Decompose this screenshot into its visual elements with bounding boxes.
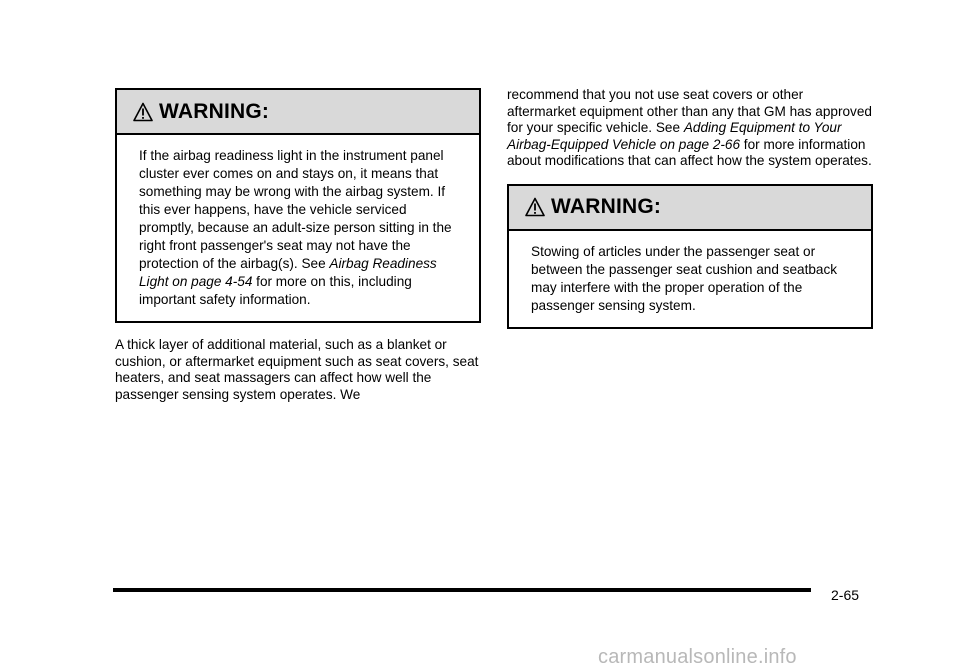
warning-body [117,135,479,321]
warning-body-text-after: for more on this, including important safety information. [139,274,412,307]
cross-reference-link[interactable]: Airbag Readiness Light on page 4-54 [139,256,437,289]
left-column [115,88,481,403]
paragraph-text: recommend that you not use seat covers or other aftermarket equipment other than any that GM has approved for your specific vehicle. See [507,87,872,135]
warning-body: Stowing of articles under the passenger seat or between the passenger seat cushion and seatback may interfere with the proper operation of the passenger sensing system. [531,243,838,313]
warning-body-text: If the airbag readiness light in the instrument panel cluster ever comes on and stays on, it means that something may be wrong with the airbag system. If this ever happens, have the vehicle serviced promptly, because an adult-size person sitting in the right front passenger's seat may not have the protection of the airbag(s). See [139,148,452,271]
page-number: 2-65 [831,587,860,603]
warning-triangle-icon [525,197,545,217]
warning-header [509,186,871,231]
warning-box-seat-stowing [507,184,873,329]
warning-box-airbag-light [115,88,481,323]
body-paragraph-left: A thick layer of additional material, such as a blanket or cushion, or aftermarket equipment such as seat covers, seat heaters, and seat massagers can affect how well the passenger sensing system operates. We [115,337,479,402]
warning-triangle-icon [133,102,153,122]
right-column [507,88,873,329]
warning-title: WARNING: [159,99,270,123]
warning-header [117,90,479,135]
watermark: carmanualsonline.info [598,646,797,668]
footer-divider [113,588,811,592]
cross-reference-link[interactable]: Adding Equipment to Your Airbag-Equipped Vehicle on page 2-66 [507,120,842,152]
body-paragraph-right [507,87,873,170]
paragraph-text-after: for more information about modifications that can affect how the system operates. [507,136,872,168]
warning-title: WARNING: [551,195,662,218]
